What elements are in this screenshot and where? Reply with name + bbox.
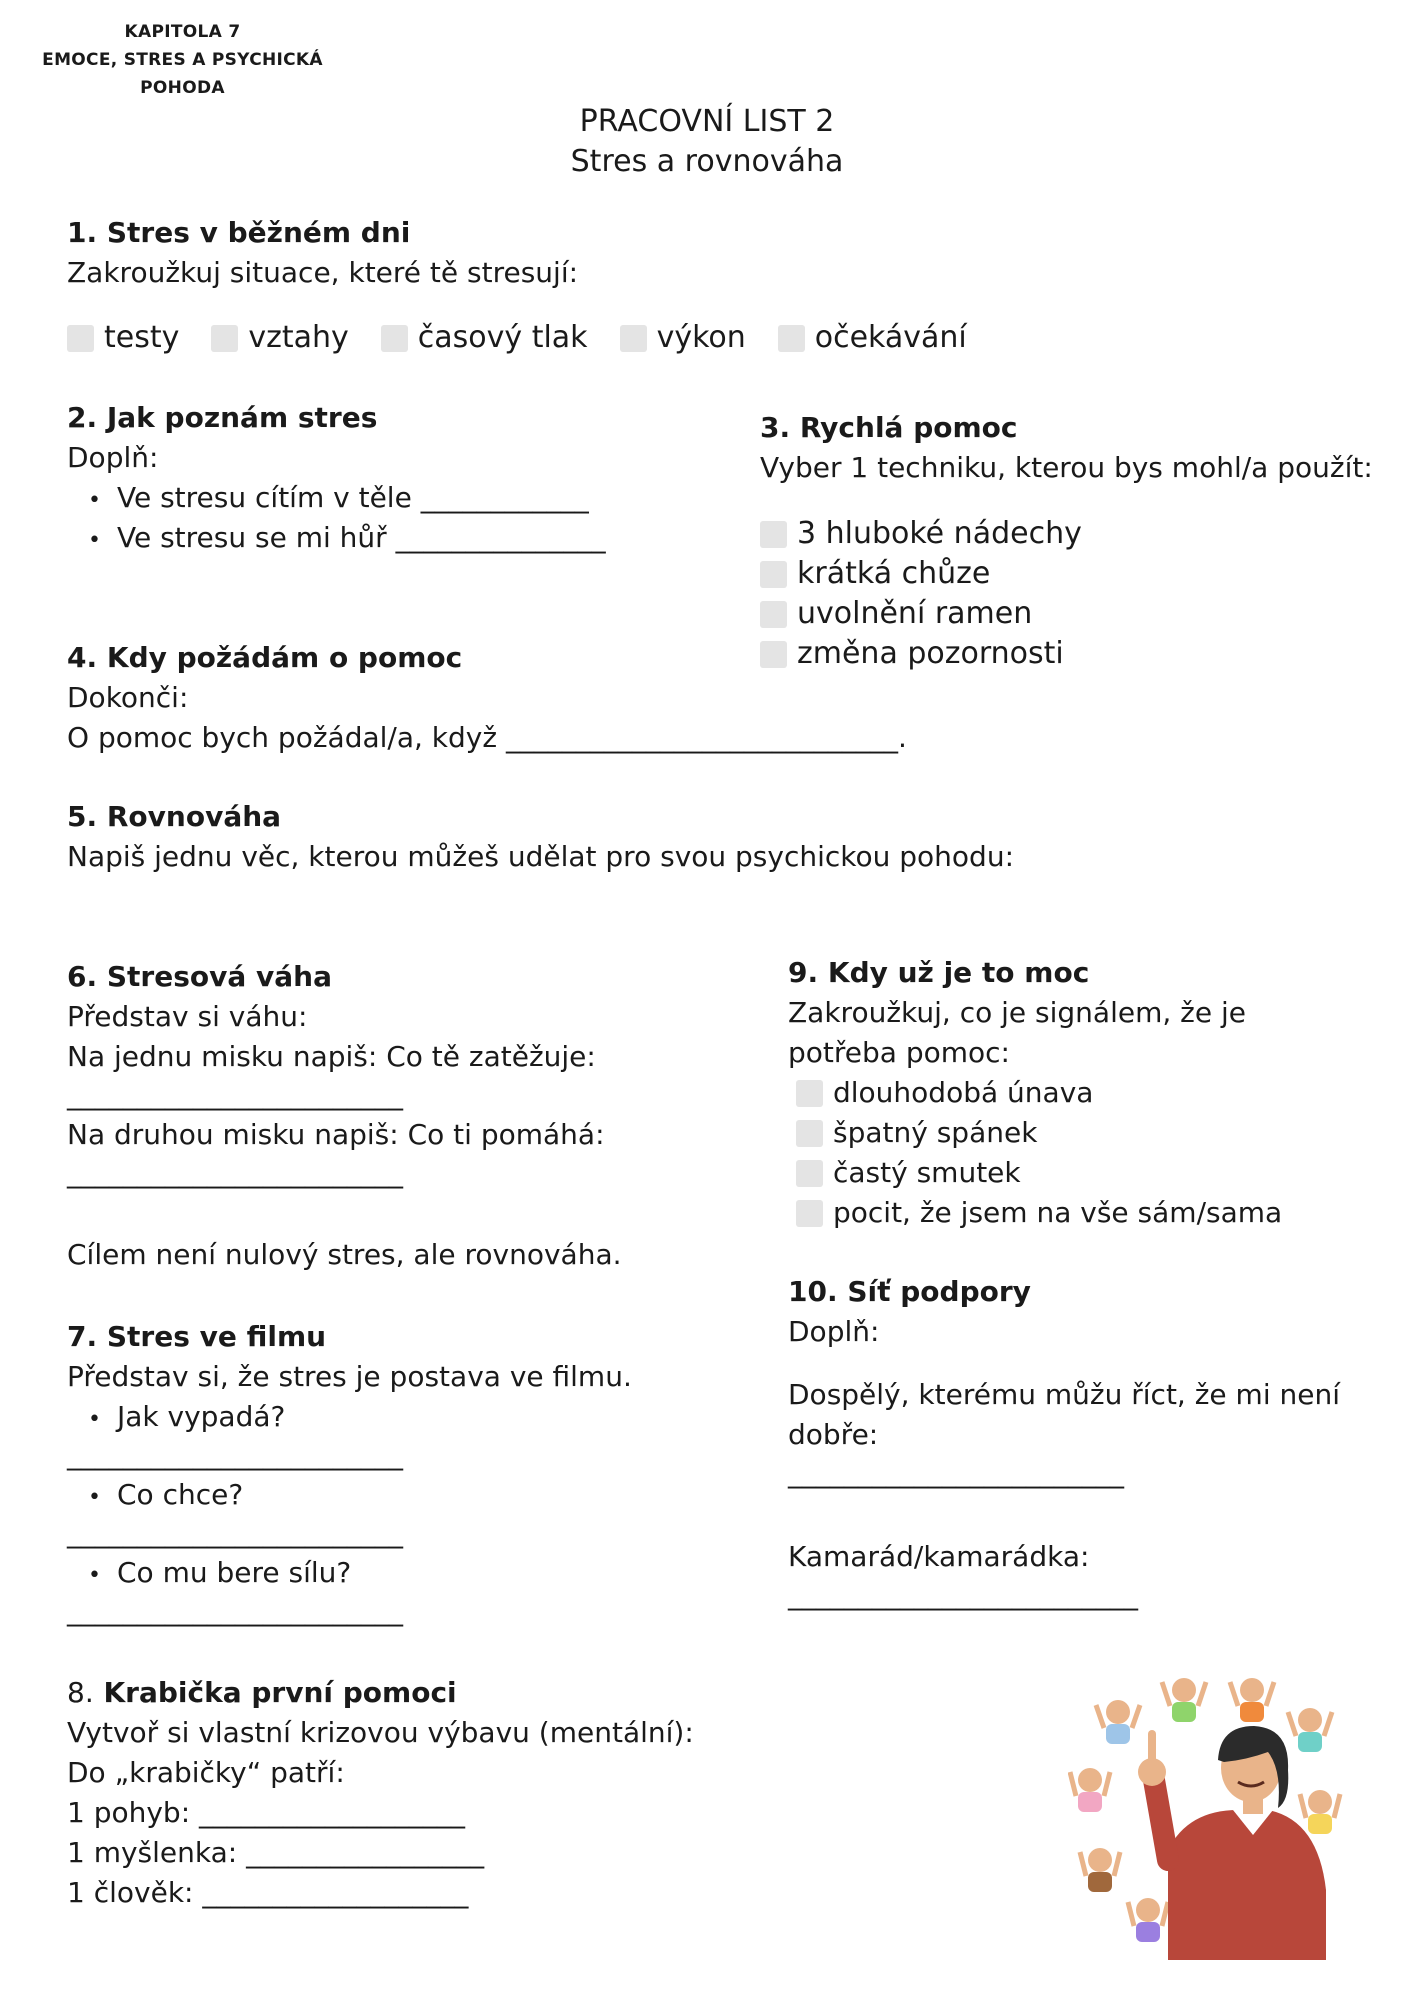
s6-line-1: Představ si váhu: <box>67 1000 308 1033</box>
s6-heading: 6. Stresová váha <box>67 960 332 993</box>
s2-heading: 2. Jak poznám stres <box>67 401 378 434</box>
option-label: 3 hluboké nádechy <box>797 516 1082 551</box>
checkbox-icon[interactable] <box>760 561 787 588</box>
checkbox-icon[interactable] <box>760 601 787 628</box>
illustration-svg <box>1068 1660 1358 1960</box>
cheering-person-icon <box>1080 1848 1120 1892</box>
cheering-person-icon <box>1288 1708 1332 1752</box>
s7-heading: 7. Stres ve filmu <box>67 1320 327 1353</box>
s9-option[interactable] <box>796 1193 1282 1233</box>
s9-option[interactable] <box>796 1113 1282 1153</box>
cheering-person-icon <box>1070 1768 1110 1812</box>
option-label: pocit, že jsem na vše sám/sama <box>833 1196 1283 1229</box>
option-label: uvolnění ramen <box>797 596 1033 631</box>
checkbox-icon[interactable] <box>620 325 647 352</box>
option-label: výkon <box>656 320 746 355</box>
checkbox-icon[interactable] <box>760 521 787 548</box>
s10-blank-1[interactable]: ________________________ <box>788 1456 1124 1489</box>
s7-instruction: Představ si, že stres je postava ve filmu. <box>67 1360 632 1393</box>
s3-option[interactable] <box>760 594 1082 634</box>
s7-blank-3[interactable]: ________________________ <box>67 1594 403 1627</box>
checkbox-icon[interactable] <box>67 325 94 352</box>
s6-line-2: Na jednu misku napiš: Co tě zatěžuje: <box>67 1040 596 1073</box>
s5-instruction: Napiš jednu věc, kterou můžeš udělat pro svou psychickou pohodu: <box>67 840 1015 873</box>
s3-option[interactable] <box>760 634 1082 674</box>
s4-line[interactable]: O pomoc bych požádal/a, když ____________________________. <box>67 721 907 754</box>
s10-blank-2[interactable]: _________________________ <box>788 1578 1138 1611</box>
s8-line-1: Do „krabičky“ patří: <box>67 1756 345 1789</box>
s3-options <box>760 514 1082 674</box>
s6-blank-1[interactable]: ________________________ <box>67 1078 403 1111</box>
s8-item-1[interactable]: 1 pohyb: ___________________ <box>67 1796 466 1829</box>
s2-instruction: Doplň: <box>67 441 159 474</box>
option-label: dlouhodobá únava <box>833 1076 1094 1109</box>
teacher-pointing-illustration <box>1068 1660 1358 1960</box>
chapter-title: EMOCE, STRES A PSYCHICKÁ POHODA <box>42 50 323 98</box>
s4-instruction: Dokonči: <box>67 681 189 714</box>
s3-option[interactable] <box>760 554 1082 594</box>
option-label: špatný spánek <box>833 1116 1038 1149</box>
s1-options <box>67 318 967 358</box>
s8-item-2[interactable]: 1 myšlenka: _________________ <box>67 1836 485 1869</box>
s4-heading: 4. Kdy požádám o pomoc <box>67 641 463 674</box>
option-label: vztahy <box>248 320 349 355</box>
option-label: očekávání <box>814 320 967 355</box>
s7-question-2: • Co chce? <box>88 1475 243 1518</box>
s3-option[interactable] <box>760 514 1082 554</box>
s7-question-1: • Jak vypadá? <box>88 1397 285 1440</box>
s6-note: Cílem není nulový stres, ale rovnováha. <box>67 1238 622 1271</box>
checkbox-icon[interactable] <box>796 1160 823 1187</box>
s7-blank-2[interactable]: ________________________ <box>67 1516 403 1549</box>
s2-item-1: • Ve stresu cítím v těle ____________ <box>88 478 589 521</box>
checkbox-icon[interactable] <box>211 325 238 352</box>
s1-option[interactable] <box>620 318 746 358</box>
option-label: testy <box>104 320 180 355</box>
chapter-number: KAPITOLA 7 <box>124 22 241 42</box>
s7-question-3: • Co mu bere sílu? <box>88 1553 351 1596</box>
option-label: častý smutek <box>833 1156 1021 1189</box>
s10-line-1: Dospělý, kterému můžu říct, že mi není <box>788 1378 1341 1411</box>
chapter-header <box>0 18 365 102</box>
s7-blank-1[interactable]: ________________________ <box>67 1438 403 1471</box>
s9-heading: 9. Kdy už je to moc <box>788 956 1090 989</box>
checkbox-icon[interactable] <box>796 1200 823 1227</box>
option-label: časový tlak <box>417 320 588 355</box>
s1-instruction: Zakroužkuj situace, které tě stresují: <box>67 256 579 289</box>
teacher-figure <box>1138 1726 1326 1960</box>
s9-line-1: Zakroužkuj, co je signálem, že je <box>788 996 1246 1029</box>
checkbox-icon[interactable] <box>381 325 408 352</box>
cheering-person-icon <box>1162 1678 1206 1722</box>
s9-line-2: potřeba pomoc: <box>788 1036 1010 1069</box>
s6-blank-2[interactable]: ________________________ <box>67 1156 403 1189</box>
s10-instruction: Doplň: <box>788 1315 880 1348</box>
s9-options <box>796 1073 1282 1233</box>
s3-heading: 3. Rychlá pomoc <box>760 411 1018 444</box>
s2-item-2: • Ve stresu se mi hůř _______________ <box>88 518 606 561</box>
cheering-person-icon <box>1128 1898 1168 1942</box>
s9-option[interactable] <box>796 1073 1282 1113</box>
option-label: krátká chůze <box>797 556 991 591</box>
s8-heading-text: Krabička první pomoci <box>93 1676 457 1709</box>
checkbox-icon[interactable] <box>796 1120 823 1147</box>
cheering-person-icon <box>1300 1790 1340 1834</box>
checkbox-icon[interactable] <box>796 1080 823 1107</box>
s1-option[interactable] <box>381 318 588 358</box>
s8-instruction: Vytvoř si vlastní krizovou výbavu (mentální): <box>67 1716 694 1749</box>
s10-line-2: dobře: <box>788 1418 879 1451</box>
s10-heading: 10. Síť podpory <box>788 1275 1031 1308</box>
s8-item-3[interactable]: 1 člověk: ___________________ <box>67 1876 469 1909</box>
s1-option[interactable] <box>67 318 179 358</box>
s1-option[interactable] <box>778 318 967 358</box>
s8-heading <box>67 1673 457 1713</box>
s1-option[interactable] <box>211 318 348 358</box>
s5-heading: 5. Rovnováha <box>67 800 282 833</box>
s9-option[interactable] <box>796 1153 1282 1193</box>
s8-heading-number: 8. <box>67 1676 94 1709</box>
page-title <box>0 102 1414 182</box>
checkbox-icon[interactable] <box>760 641 787 668</box>
title-line-2: Stres a rovnováha <box>570 144 844 179</box>
checkbox-icon[interactable] <box>778 325 805 352</box>
s1-heading: 1. Stres v běžném dni <box>67 216 411 249</box>
cheering-person-icon <box>1230 1678 1274 1722</box>
cheering-person-icon <box>1096 1700 1140 1744</box>
title-line-1: PRACOVNÍ LIST 2 <box>579 104 835 139</box>
option-label: změna pozornosti <box>797 636 1064 671</box>
s3-instruction: Vyber 1 techniku, kterou bys mohl/a použít: <box>760 451 1373 484</box>
s6-line-3: Na druhou misku napiš: Co ti pomáhá: <box>67 1118 605 1151</box>
s10-line-3: Kamarád/kamarádka: <box>788 1540 1090 1573</box>
